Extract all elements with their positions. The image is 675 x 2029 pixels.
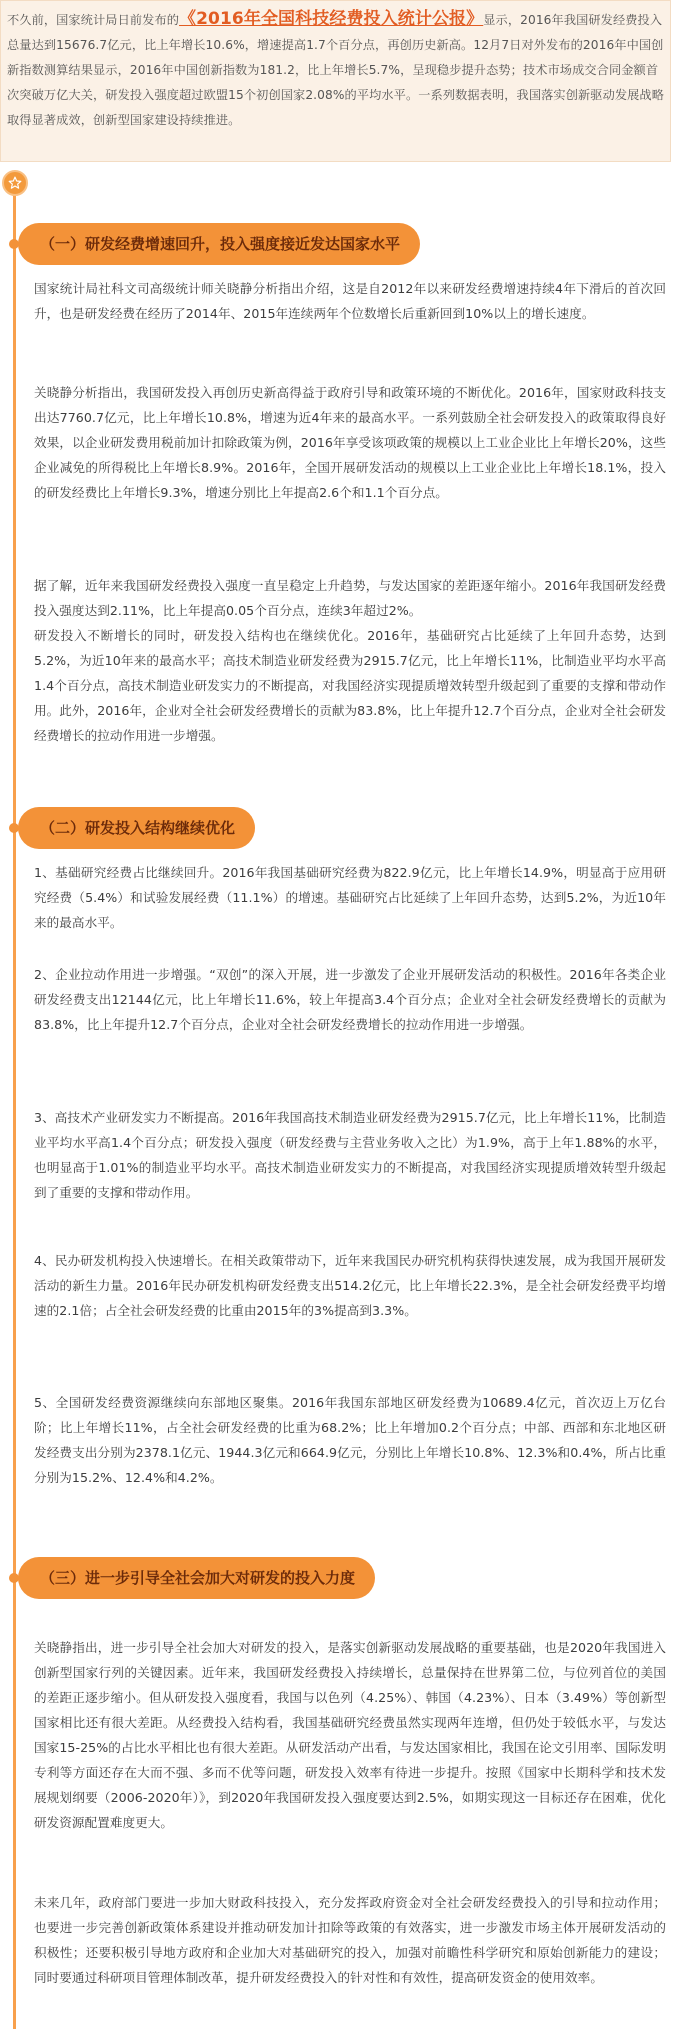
intro-suffix: 显示，2016年我国研发经费投入总量达到15676.7亿元，比上年增长10.6%，增速提高1.7个百分点，再创历史新高。12月7日对外发布的2016年中国创新指数测算结果显示，2016年中国创新指数为181.2，比上年增长5.7%，呈现稳步提升态势；技术市场成交合同金额首次突破万亿大关，研发投入强度超过欧盟15个初创国家2.08%的平均水平。一系列数据表明，我国落实创新驱动发展战略取得显著成效，创新型国家建设持续推进。	[7, 13, 665, 127]
section-2-item-3: 3、高技术产业研发实力不断提高。2016年我国高技术制造业研发经费为2915.7亿元，比上年增长11%，比制造业平均水平高1.4个百分点；研发投入强度（研发经费与主营业务收入之比）为1.9%，高于上年1.88%的水平，也明显高于1.01%的制造业平均水平。高技术制造业研发实力的不断提高，对我国经济实现提质增效转型升级起到了重要的支撑和带动作用。	[34, 1110, 666, 1200]
section-1-paragraph-3: 据了解，近年来我国研发经费投入强度一直呈稳定上升趋势，与发达国家的差距逐年缩小。2016年我国研发经费投入强度达到2.11%，比上年提高0.05个百分点，连续3年超过2%。	[34, 578, 666, 618]
section-3-paragraph-1: 关晓静指出，进一步引导全社会加大对研发的投入，是落实创新驱动发展战略的重要基础，也是2020年我国进入创新型国家行列的关键因素。近年来，我国研发经费投入持续增长，总量保持在世界第二位，与位列首位的美国的差距正逐步缩小。但从研发投入强度看，我国与以色列（4.25%）、韩国（4.23%）、日本（3.49%）等创新型国家相比还有很大差距。从经费投入结构看，我国基础研究经费虽然实现两年连增，但仍处于较低水平，与发达国家15-25%的占比水平相比也有很大差距。从研发活动产出看，与发达国家相比，我国在论文引用率、国际发明专利等方面还存在大而不强、多而不优等问题，研发投入效率有待进一步提升。按照《国家中长期科学和技术发展规划纲要（2006-2020年）》，到2020年我国研发投入强度要达到2.5%，如期实现这一目标还存在困难，优化研发资源配置难度更大。	[34, 1640, 666, 1830]
section-1-paragraph-4: 研发投入不断增长的同时，研发投入结构也在继续优化。2016年，基础研究占比延续了上年回升态势，达到5.2%，为近10年来的最高水平；高技术制造业研发经费为2915.7亿元，比上年增长11%，比制造业平均水平高1.4个百分点，高技术制造业研发实力的不断提高，对我国经济实现提质增效转型升级起到了重要的支撑和带动作用。此外，2016年，企业对全社会研发经费增长的贡献为83.8%，比上年提升12.7个百分点，企业对全社会研发经费增长的拉动作用进一步增强。	[34, 628, 666, 743]
star-icon-glyph	[8, 176, 22, 190]
timeline-rail	[13, 190, 16, 2029]
section-2-item-2: 2、企业拉动作用进一步增强。“双创”的深入开展，进一步激发了企业开展研发活动的积极性。2016年各类企业研发经费支出12144亿元，比上年增长11.6%，较上年提高3.4个百分点；企业对全社会研发经费增长的贡献为83.8%，比上年提升12.7个百分点，企业对全社会研发经费增长的拉动作用进一步增强。	[34, 967, 666, 1032]
statistics-bulletin-link[interactable]: 《2016年全国科技经费投入统计公报》	[179, 9, 484, 29]
section-2-item-5: 5、全国研发经费资源继续向东部地区聚集。2016年我国东部地区研发经费为10689.4亿元，首次迈上万亿台阶；比上年增长11%，占全社会研发经费的比重为68.2%；比上年增加0.2个百分点；中部、西部和东北地区研发经费支出分别为2378.1亿元、1944.3亿元和664.9亿元，分别比上年增长10.8%、12.3%和0.4%，所占比重分别为15.2%、12.4%和4.2%。	[34, 1395, 666, 1485]
section-1-paragraph-2: 关晓静分析指出，我国研发投入再创历史新高得益于政府引导和政策环境的不断优化。2016年，国家财政科技支出达7760.7亿元，比上年增长10.8%，增速为近4年来的最高水平。一系列鼓励全社会研发投入的政策取得良好效果，以企业研发费用税前加计扣除政策为例，2016年享受该项政策的规模以上工业企业比上年增长20%，这些企业减免的所得税比上年增长8.9%。2016年，全国开展研发活动的规模以上工业企业比上年增长18.1%，投入的研发经费比上年增长9.3%，增速分别比上年提高2.6个和1.1个百分点。	[34, 385, 666, 500]
intro-summary	[0, 0, 671, 162]
section-3-paragraph-2: 未来几年，政府部门要进一步加大财政科技投入，充分发挥政府资金对全社会研发经费投入的引导和拉动作用；也要进一步完善创新政策体系建设并推动研发加计扣除等政策的有效落实，进一步激发市场主体开展研发活动的积极性；还要积极引导地方政府和企业加大对基础研究的投入，加强对前瞻性科学研究和原始创新能力的建设；同时要通过科研项目管理体制改革，提升研发经费投入的针对性和有效性，提高研发资金的使用效率。	[34, 1895, 666, 1985]
section-3-title: （三）进一步引导全社会加大对研发的投入力度	[18, 1557, 375, 1599]
section-1-title: （一）研发经费增速回升，投入强度接近发达国家水平	[18, 223, 420, 265]
section-1-paragraph-1: 国家统计局社科文司高级统计师关晓静分析指出介绍，这是自2012年以来研发经费增速持续4年下滑后的首次回升，也是研发经费在经历了2014年、2015年连续两年个位数增长后重新回到10%以上的增长速度。	[34, 281, 666, 321]
intro-prefix: 不久前，国家统计局日前发布的	[7, 13, 180, 27]
section-2-item-4: 4、民办研发机构投入快速增长。在相关政策带动下，近年来我国民办研究机构获得快速发展，成为我国开展研发活动的新生力量。2016年民办研发机构研发经费支出514.2亿元，比上年增长22.3%，是全社会研发经费平均增速的2.1倍；占全社会研发经费的比重由2015年的3%提高到3.3%。	[34, 1253, 666, 1318]
star-icon	[2, 170, 28, 196]
section-2-item-1: 1、基础研究经费占比继续回升。2016年我国基础研究经费为822.9亿元，比上年增长14.9%，明显高于应用研究经费（5.4%）和试验发展经费（11.1%）的增速。基础研究占比延续了上年回升态势，达到5.2%，为近10年来的最高水平。	[34, 865, 666, 930]
section-2-title: （二）研发投入结构继续优化	[18, 807, 255, 849]
